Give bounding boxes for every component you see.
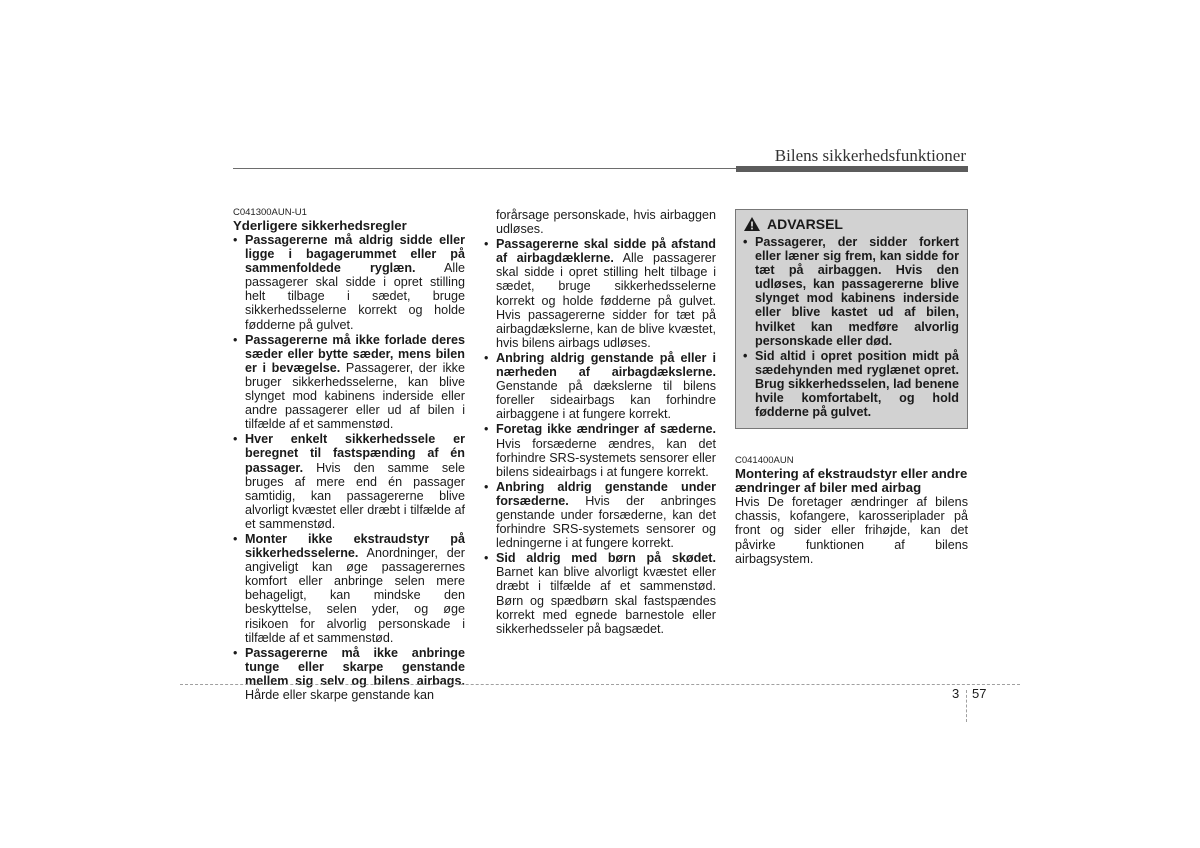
section-heading: Yderligere sikkerhedsregler [233,218,407,233]
bullet-text: Anordninger, der angiveligt kan øge passagerernes komfort eller anbringe selen mere behageligt, kan mindske den beskyttelse, selen yder, og øge risikoen for alvorlig personskade i tilfælde af et sammenstød. [245,546,465,645]
bullet-list [484,237,716,636]
warning-box [735,209,968,429]
bullet-bold: Anbring aldrig genstande på eller i nærheden af airbagdækslerne. [496,350,716,380]
bullet-text: Genstande på dækslerne til bilens foreller sideairbags kan forhindre airbaggene i at fungere korrekt. [496,379,716,422]
bullet-bold: Foretag ikke ændringer af sæderne. [496,422,716,437]
bullet-bold: Hver enkelt sikkerhedssele er beregnet til fastspænding af én passager. [245,432,465,475]
column-2 [484,208,716,637]
section-code: C041400AUN [735,455,794,467]
bullet-bold: Sid aldrig med børn på skødet. [496,551,716,566]
list-item [484,551,716,636]
warning-triangle-icon [743,216,761,232]
warning-header [743,216,959,232]
bullet-bold: Passagererne må aldrig sidde eller ligge i bagagerummet eller på sammenfoldede ryglæn. [245,233,465,276]
section-code: C041300AUN-U1 [233,207,307,218]
header-bar [736,166,968,172]
column-3 [735,209,968,566]
bullet-text: Hvis der anbringes genstande under forsæderne, kan det forhindre SRS-systemets sensorer og ledningerne i at fungere korrekt. [496,493,716,551]
bullet-text: Alle passagerer skal sidde i opret stilling helt tilbage i sædet, bruge sikkerhedsselerne korrekt og holde fødderne på gulvet. Hvis passagererne sidder for tæt på airbagdækslerne, kan de blive kvæstet, hvis bilens airbags udløses. [496,251,716,350]
continued-text: forårsage personskade, hvis airbaggen udløses. [496,208,716,237]
warning-title: ADVARSEL [767,215,843,232]
bullet-text: Hvis forsæderne ændres, kan det forhindre SRS-systemets sensorer eller bilens sideairbags i at fungere korrekt. [496,436,716,479]
list-item [484,237,716,350]
list-item [484,351,716,421]
section-heading: Montering af ekstraudstyr eller andre ændringer af biler med airbag [735,466,968,496]
warning-item: • Passagerer, der sidder forkert eller læner sig frem, kan sidde for tæt på airbaggen. Hvis den udløses, kan passagererne blive slynget mod kabinens inderside eller blive kastet ud af bilen, hvilket kan medføre alvorlig personskade eller død. [743,235,959,348]
bullet-text: Passagerer, der ikke bruger sikkerhedsselerne, kan blive slynget mod kabinens inderside eller andre passagerer eller ud af bilen i tilfælde af et sammenstød. [245,360,465,432]
bullet-list [233,233,465,702]
bullet-bold: Monter ikke ekstraudstyr på sikkerhedsselerne. [245,531,465,561]
body-paragraph: Hvis De foretager ændringer af bilens chassis, kofangere, karosseriplader på front og sider eller frihøjde, kan det påvirke funktionen af bilens airbagsystem. [735,495,968,566]
bullet-bold: Passagererne skal sidde på afstand af airbagdæklerne. [496,237,716,266]
bullet-text: Hvis den samme sele bruges af mere end én passager samtidig, kan passagererne blive alvorligt kvæstet eller dræbt i tilfælde af et sammenstød. [245,460,465,531]
warning-item: • Sid altid i opret position midt på sædehynden med ryglænet opret. Brug sikkerhedsselen, lad benene hvile komfortabelt, og hold fødderne på gulvet. [743,349,959,419]
column-1 [233,207,465,703]
list-item [484,422,716,478]
list-item [233,333,465,432]
bullet-bold: Anbring aldrig genstande under forsæderne. [496,479,716,508]
bullet-text: Barnet kan blive alvorligt kvæstet eller dræbt i tilfælde af et sammenstød. Børn og spædbørn skal fastspændes korrekt med egnede barnestole eller sikkerhedsseler på bagsædet. [496,565,716,636]
list-item [233,532,465,645]
running-header-title: Bilens sikkerhedsfunktioner [774,146,966,165]
bullet-text: Hårde eller skarpe genstande kan [245,688,435,702]
chapter-number: 3 [952,686,960,701]
bullet-bold: Passagererne må ikke forlade deres sæder eller bytte sæder, mens bilen er i bevægelse. [245,332,465,375]
footer-rule [180,684,1020,685]
warning-list [743,235,959,419]
list-item [233,432,465,531]
page-divider [966,690,967,722]
bullet-bold: Passagererne må ikke anbringe tunge eller skarpe genstande mellem sig selv og bilens airbags. [245,645,465,688]
list-item [484,480,716,550]
bullet-text: Alle passagerer skal sidde i opret stilling helt tilbage i sædet, bruge sikkerhedsselerne korrekt og holde fødderne på gulvet. [245,261,465,332]
page-number: 57 [972,686,987,701]
list-item [233,646,465,702]
list-item [233,233,465,332]
